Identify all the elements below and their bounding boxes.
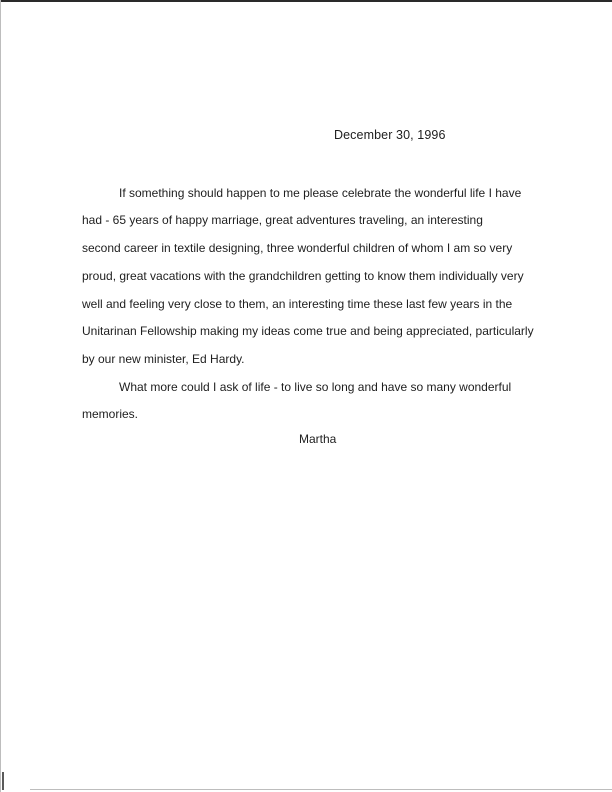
paragraph1-line: had - 65 years of happy marriage, great adventures traveling, an interesting bbox=[82, 213, 483, 227]
scan-edge-bottom bbox=[30, 789, 612, 790]
paragraph2-line: memories. bbox=[82, 407, 139, 421]
paragraph1-line: If something should happen to me please celebrate the wonderful life I have bbox=[119, 186, 522, 200]
paragraph1-line: Unitarinan Fellowship making my ideas come true and being appreciated, particularly bbox=[82, 324, 534, 338]
scan-mark bbox=[2, 772, 4, 790]
scan-edge-left bbox=[0, 0, 1, 792]
paragraph1-line: well and feeling very close to them, an interesting time these last few years in the bbox=[82, 297, 513, 311]
letter-date: December 30, 1996 bbox=[334, 128, 446, 142]
signature: Martha bbox=[299, 432, 337, 446]
paragraph2-line: What more could I ask of life - to live so long and have so many wonderful bbox=[119, 380, 512, 394]
paragraph1-line: proud, great vacations with the grandchildren getting to know them individually very bbox=[82, 269, 524, 283]
paragraph1-line: by our new minister, Ed Hardy. bbox=[82, 352, 245, 366]
paragraph1-line: second career in textile designing, three wonderful children of whom I am so very bbox=[82, 241, 513, 255]
scan-edge-top bbox=[0, 0, 612, 2]
